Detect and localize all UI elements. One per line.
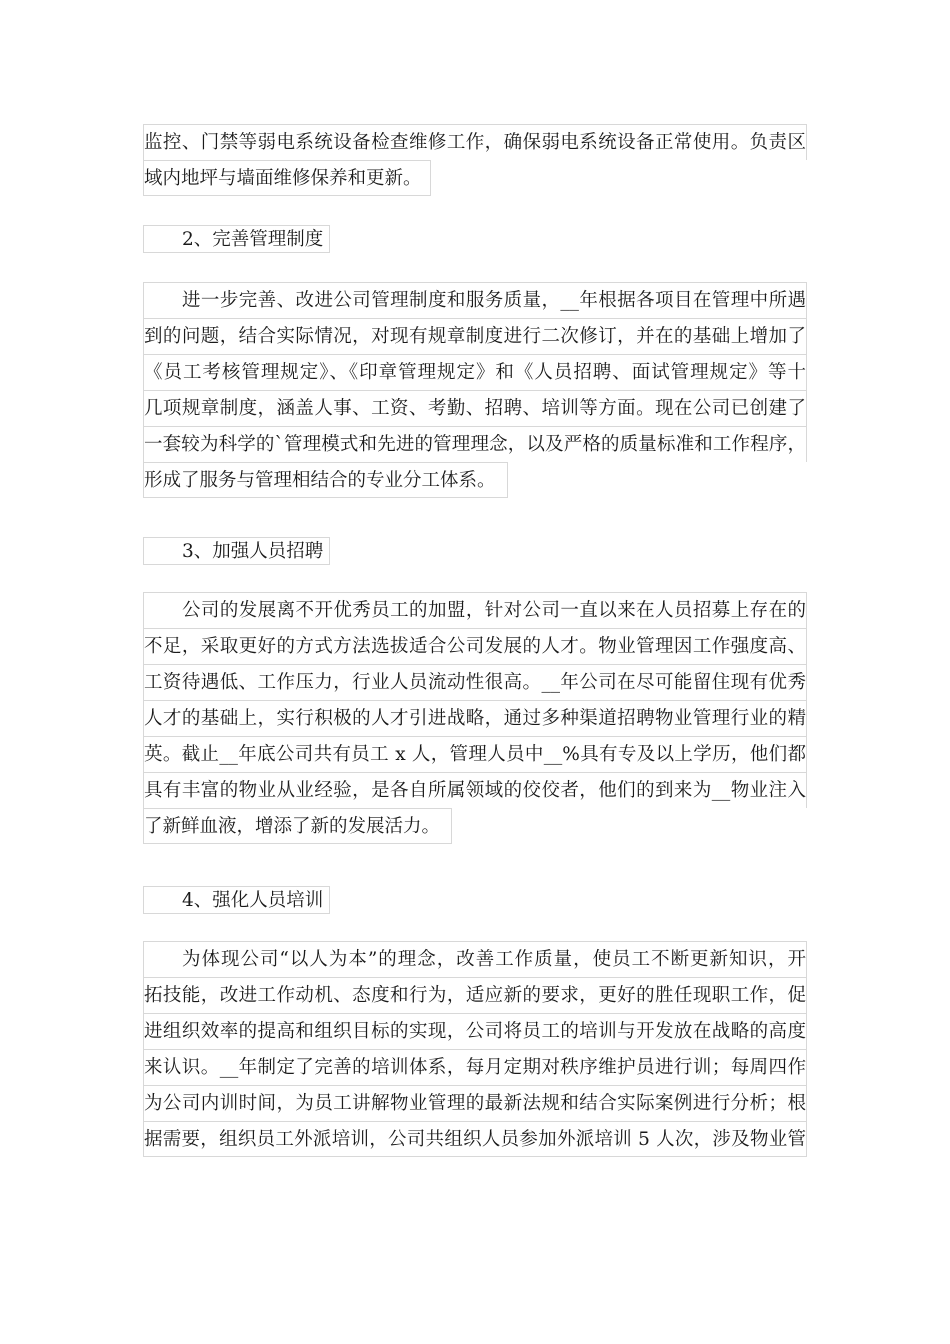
paragraph-line: 工资待遇低、工作压力，行业人员流动性很高。__年公司在尽可能留住现有优秀 [143,664,807,700]
paragraph-line: 进组织效率的提高和组织目标的实现，公司将员工的培训与开发放在战略的高度 [143,1013,807,1049]
paragraph-2 [143,282,807,498]
paragraph-line: 几项规章制度，涵盖人事、工资、考勤、招聘、培训等方面。现在公司已创建了 [143,390,807,426]
paragraph-line: 进一步完善、改进公司管理制度和服务质量，__年根据各项目在管理中所遇 [143,282,807,318]
paragraph-line: 拓技能，改进工作动机、态度和行为，适应新的要求，更好的胜任现职工作，促 [143,977,807,1013]
paragraph-line: 《员工考核管理规定》、《印章管理规定》和《人员招聘、面试管理规定》等十 [143,354,807,390]
paragraph-line: 形成了服务与管理相结合的专业分工体系。 [143,462,508,498]
paragraph-line: 不足，采取更好的方式方法选拔适合公司发展的人才。物业管理因工作强度高、 [143,628,807,664]
paragraph-line: 监控、门禁等弱电系统设备检查维修工作，确保弱电系统设备正常使用。负责区 [143,124,807,160]
paragraph-line: 一套较为科学的`管理模式和先进的管理理念，以及严格的质量标准和工作程序， [143,426,807,462]
paragraph-line: 据需要，组织员工外派培训，公司共组织人员参加外派培训 5 人次，涉及物业管 [143,1121,807,1157]
paragraph-line: 了新鲜血液，增添了新的发展活力。 [143,808,452,844]
section-heading-3: 3、加强人员招聘 [143,537,330,565]
paragraph-line: 为体现公司“以人为本”的理念，改善工作质量，使员工不断更新知识，开 [143,941,807,977]
paragraph-3 [143,592,807,844]
paragraph-line: 英。截止__年底公司共有员工 x 人，管理人员中__%具有专及以上学历，他们都 [143,736,807,772]
paragraph-1 [143,124,807,196]
paragraph-line: 为公司内训时间，为员工讲解物业管理的最新法规和结合实际案例进行分析；根 [143,1085,807,1121]
paragraph-line: 公司的发展离不开优秀员工的加盟，针对公司一直以来在人员招募上存在的 [143,592,807,628]
paragraph-4 [143,941,807,1157]
paragraph-line: 人才的基础上，实行积极的人才引进战略，通过多种渠道招聘物业管理行业的精 [143,700,807,736]
paragraph-line: 域内地坪与墙面维修保养和更新。 [143,160,431,196]
section-heading-2: 2、完善管理制度 [143,225,330,253]
paragraph-line: 来认识。__年制定了完善的培训体系，每月定期对秩序维护员进行训；每周四作 [143,1049,807,1085]
paragraph-line: 具有丰富的物业从业经验，是各自所属领域的佼佼者，他们的到来为__物业注入 [143,772,807,808]
paragraph-line: 到的问题，结合实际情况，对现有规章制度进行二次修订，并在的基础上增加了 [143,318,807,354]
section-heading-4: 4、强化人员培训 [143,886,330,914]
